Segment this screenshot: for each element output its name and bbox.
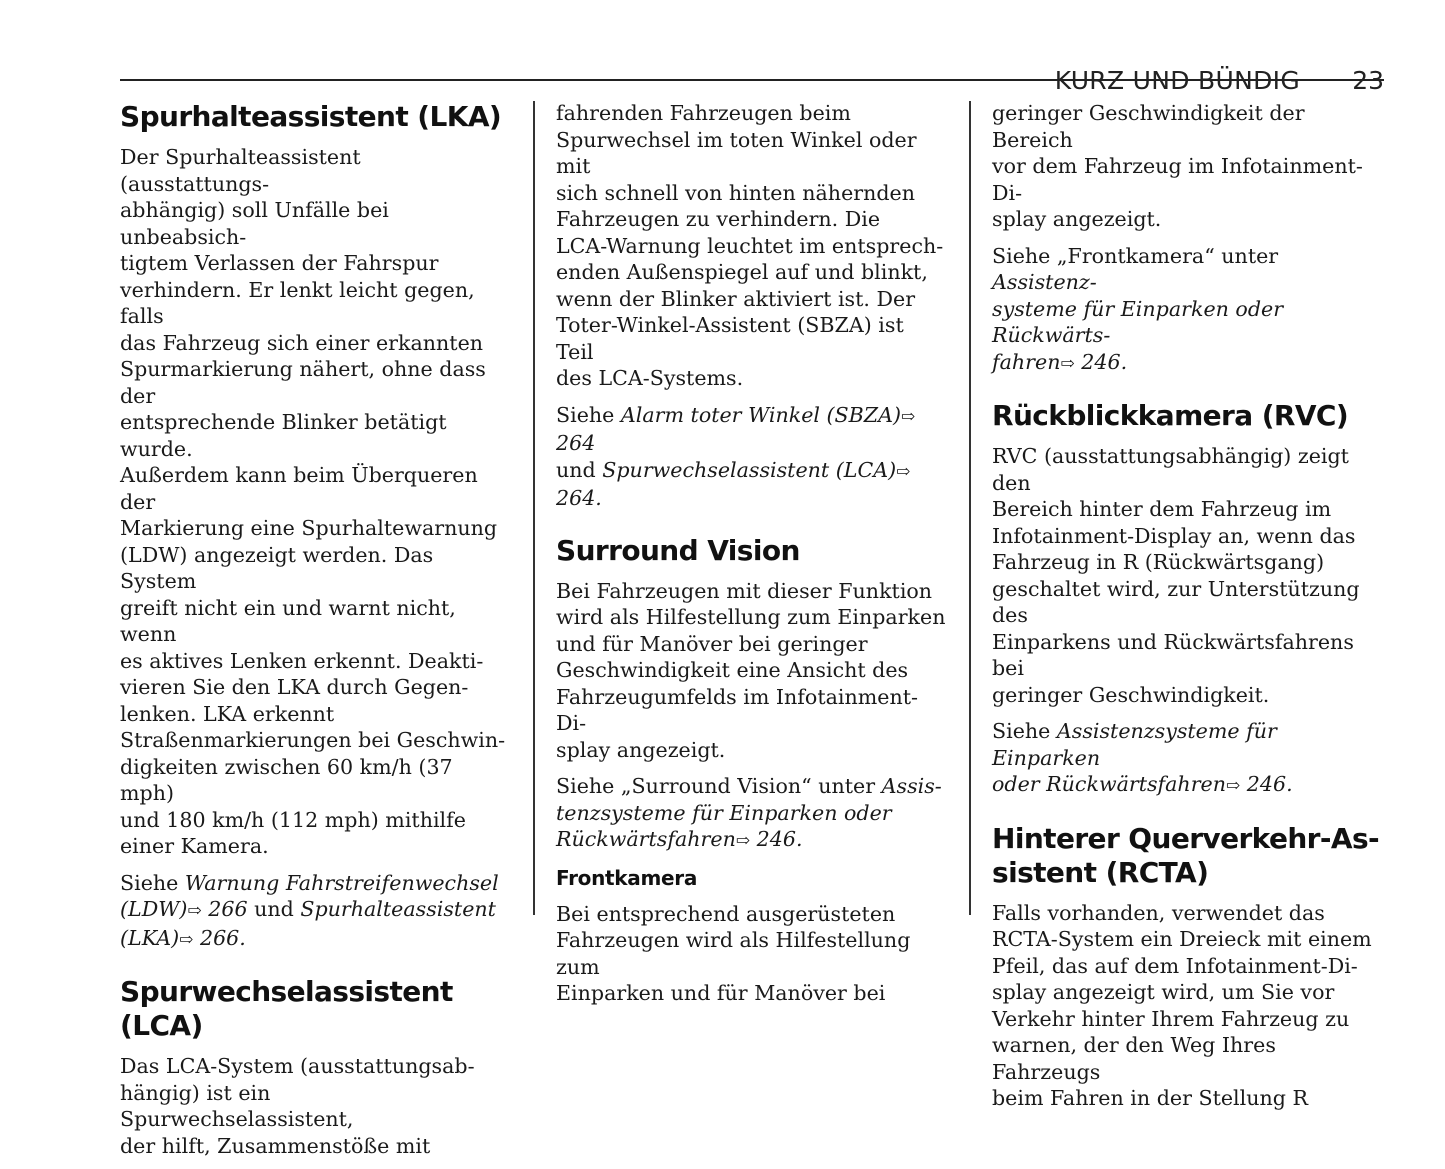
see-text: Siehe „Surround Vision“ unter bbox=[556, 774, 882, 798]
column-divider bbox=[969, 101, 971, 915]
page-ref-number: 246. bbox=[1074, 349, 1128, 374]
paragraph-rcta: Falls vorhanden, verwendet das RCTA-System ein Dreieck mit einem Pfeil, das auf dem Infotainment-Di- splay angezeigt wird, um Sie vor Verkehr hinter Ihrem Fahrzeug zu warnen, der den Weg Ihres Fahrzeugs beim Fahren in der Stellung R bbox=[992, 900, 1372, 1110]
connector-text: und bbox=[247, 897, 301, 921]
paragraph-rvc: RVC (ausstattungsabhängig) zeigt den Bereich hinter dem Fahrzeug im Infotainment-Display an, wenn das Fahrzeug in R (Rückwärtsgang) geschaltet wird, zur Unterstützung des Einparkens und Rückwärtsfahrens bei geringer Geschwindigkeit. bbox=[992, 444, 1360, 707]
subheading-frontkamera: Frontkamera bbox=[556, 865, 698, 890]
page-reference[interactable] bbox=[1060, 350, 1127, 374]
cross-reference-link[interactable]: Alarm toter Winkel (SBZA) bbox=[620, 402, 902, 427]
see-reference-frontkamera bbox=[992, 243, 1382, 378]
reference-arrow-icon: ⇨ bbox=[1060, 353, 1075, 374]
page-ref-number: 266. bbox=[193, 925, 246, 950]
paragraph-lka: Der Spurhalteassistent (ausstattungs- abhängig) soll Unfälle bei unbeabsich- tigtem Verlassen der Fahrspur verhindern. Er lenkt leicht gegen, falls das Fahrzeug sich einer erkannten Spurmarkierung nähert, ohne dass der entsprechende Blinker betätigt wurde. Außerdem kann beim Überqueren der Markierung eine Spurhaltewarnung (LDW) angezeigt werden. Das System greift nicht ein und warnt nicht, wenn es aktives Lenken erkennt. Deakti- vieren Sie den LKA durch Gegen- lenken. LKA erkennt Straßenmarkierungen bei Geschwin- digkeiten zwischen 60 km/h (37 mph) und 180 km/h (112 mph) mithilfe einer Kamera. bbox=[120, 145, 506, 858]
cross-reference-link[interactable]: Spurhalteassistent (LKA) bbox=[120, 897, 496, 950]
page-reference[interactable] bbox=[187, 897, 247, 921]
cross-reference-link[interactable]: Spurwechselassistent (LCA) bbox=[602, 457, 897, 482]
paragraph-frontkamera-continued: geringer Geschwindigkeit der Bereich vor dem Fahrzeug im Infotainment-Di- splay angezeigt. bbox=[992, 101, 1363, 231]
paragraph-frontkamera: Bei entsprechend ausgerüsteten Fahrzeugen wird als Hilfestellung zum Einparken und für Manöver bei bbox=[556, 901, 911, 1005]
see-reference-rvc bbox=[992, 718, 1382, 800]
page-ref-number: 246. bbox=[750, 827, 803, 851]
paragraph-surround-vision: Bei Fahrzeugen mit dieser Funktion wird als Hilfestellung zum Einparken und für Manöver bei geringer Geschwindigkeit eine Ansicht des Fahrzeugumfelds im Infotainment-Di- splay angezeigt. bbox=[556, 578, 946, 762]
see-text: Siehe bbox=[992, 719, 1057, 743]
page-ref-number: 246. bbox=[1240, 772, 1293, 796]
page-number: 23 bbox=[1352, 66, 1384, 95]
page-ref-number: 264 bbox=[556, 431, 596, 455]
column-middle bbox=[556, 100, 946, 1017]
page-reference[interactable] bbox=[1226, 772, 1293, 796]
reference-arrow-icon: ⇨ bbox=[179, 929, 194, 950]
page-ref-number: 266 bbox=[201, 897, 248, 921]
reference-arrow-icon: ⇨ bbox=[187, 901, 202, 921]
heading-surround-vision: Surround Vision bbox=[556, 533, 800, 567]
paragraph-lca-continued: fahrenden Fahrzeugen beim Spurwechsel im toten Winkel oder mit sich schnell von hinten nähernden Fahrzeugen zu verhindern. Die LCA-Warnung leuchtet im entsprech- enden Außenspiegel auf und blinkt, wenn der Blinker aktiviert ist. Der Toter-Winkel-Assistent (SBZA) ist Teil des LCA-Systems. bbox=[556, 101, 944, 390]
see-reference-surround bbox=[556, 773, 946, 855]
column-right bbox=[992, 100, 1382, 1122]
see-reference-lka bbox=[120, 870, 510, 954]
see-text: Siehe bbox=[120, 870, 185, 895]
see-text: Siehe „Frontkamera“ unter bbox=[992, 243, 1279, 268]
heading-lka: Spurhalteassistent (LKA) bbox=[120, 100, 502, 133]
cross-reference-link[interactable]: Assistenz- systeme für Einparken oder Rückwärts- fahren bbox=[992, 270, 1284, 374]
cross-reference-link[interactable]: Warnung Fahrstreifenwechsel (LDW) bbox=[120, 870, 499, 921]
reference-arrow-icon: ⇨ bbox=[1226, 776, 1241, 796]
see-reference-lca bbox=[556, 402, 946, 512]
see-text: Siehe bbox=[556, 402, 621, 427]
page-ref-number: 264. bbox=[556, 486, 602, 510]
heading-lca: Spurwechselassistent (LCA) bbox=[120, 975, 453, 1042]
page-reference[interactable] bbox=[179, 926, 246, 950]
reference-arrow-icon: ⇨ bbox=[896, 461, 911, 482]
page-reference[interactable] bbox=[736, 827, 803, 851]
heading-rcta: Hinterer Querverkehr-As- sistent (RCTA) bbox=[992, 821, 1380, 889]
page-header bbox=[120, 30, 1384, 95]
paragraph-lca: Das LCA-System (ausstattungsab- hängig) ist ein Spurwechselassistent, der hilft, Zusammenstöße mit bbox=[120, 1054, 475, 1158]
column-left bbox=[120, 100, 510, 1169]
heading-rvc: Rückblickkamera (RVC) bbox=[992, 399, 1349, 432]
cross-reference-link[interactable]: Assis- tenzsysteme für Einparken oder Rückwärtsfahren bbox=[556, 774, 942, 851]
column-divider bbox=[533, 101, 535, 915]
section-title: KURZ UND BÜNDIG bbox=[1054, 66, 1300, 95]
connector-text: und bbox=[556, 457, 596, 482]
reference-arrow-icon: ⇨ bbox=[735, 831, 751, 851]
reference-arrow-icon: ⇨ bbox=[901, 406, 916, 427]
cross-reference-link[interactable]: Assistenzsysteme für Einparken oder Rückwärtsfahren bbox=[992, 719, 1277, 796]
